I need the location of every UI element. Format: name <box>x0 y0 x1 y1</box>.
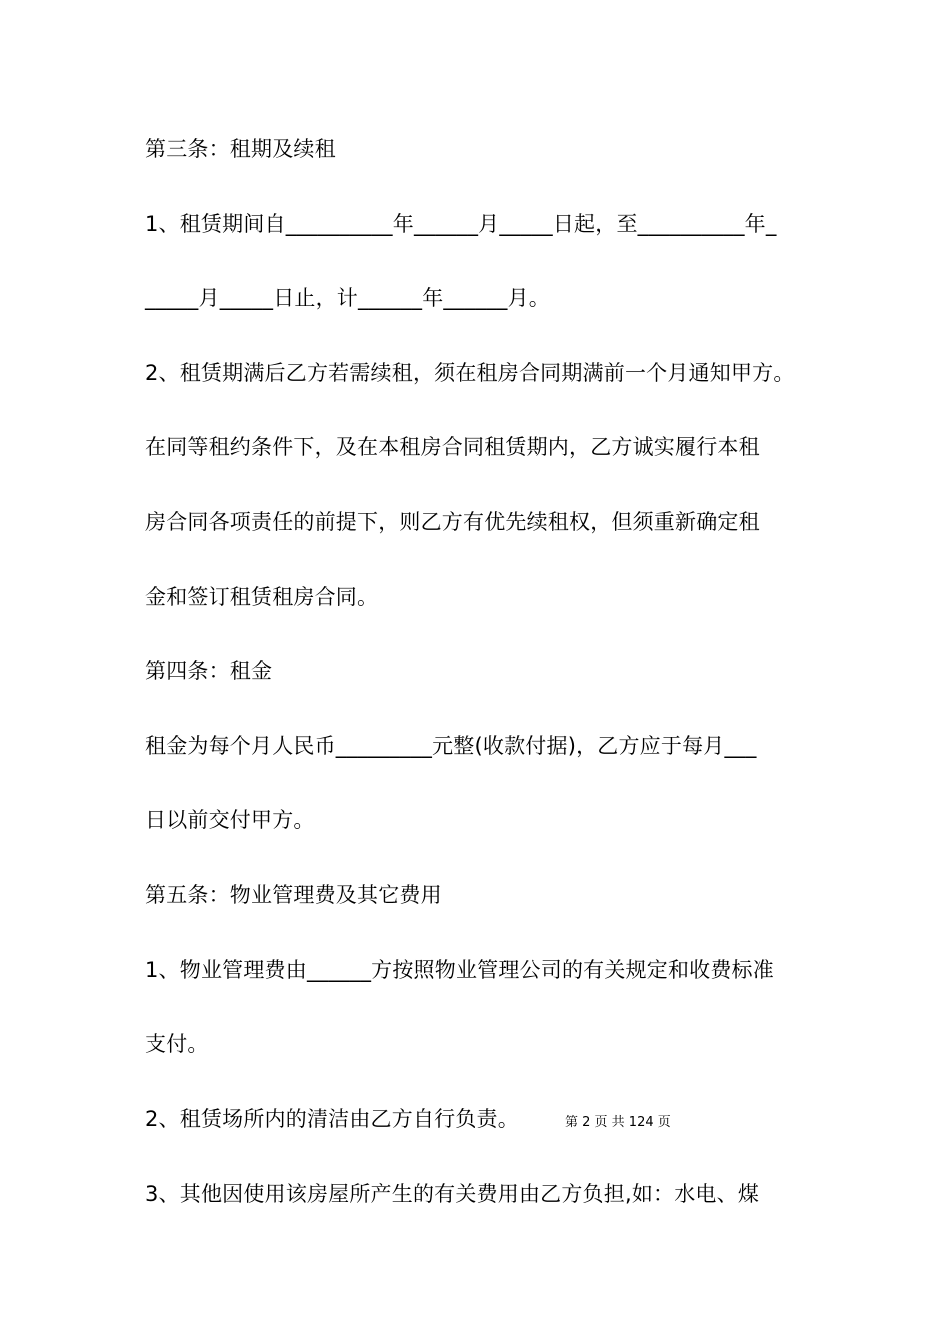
paragraph-line: 租金为每个月人民币_________元整(收款付据)，乙方应于每月___ <box>145 734 757 758</box>
paragraph-line: 2、租赁期满后乙方若需续租，须在租房合同期满前一个月通知甲方。 <box>145 361 795 385</box>
page-footer: 第 2 页 共 124 页 <box>565 1115 671 1130</box>
paragraph-line: 支付。 <box>145 1032 209 1056</box>
paragraph-line: 3、其他因使用该房屋所产生的有关费用由乙方负担,如：水电、煤 <box>145 1182 760 1206</box>
article-5-heading: 第五条：物业管理费及其它费用 <box>145 883 442 907</box>
paragraph-line: 在同等租约条件下，及在本租房合同租赁期内，乙方诚实履行本租 <box>145 435 760 459</box>
article-4-heading: 第四条：租金 <box>145 659 273 683</box>
paragraph-line: 日以前交付甲方。 <box>145 808 315 832</box>
paragraph-line: 房合同各项责任的前提下，则乙方有优先续租权，但须重新确定租 <box>145 510 760 534</box>
paragraph-line: 1、物业管理费由______方按照物业管理公司的有关规定和收费标准 <box>145 958 774 982</box>
paragraph-line: 1、租赁期间自__________年______月_____日起，至__________年_ <box>145 212 777 236</box>
paragraph-line: 2、租赁场所内的清洁由乙方自行负责。 <box>145 1107 519 1131</box>
article-3-heading: 第三条：租期及续租 <box>145 137 336 161</box>
paragraph-line: _____月_____日止，计______年______月。 <box>145 286 550 310</box>
paragraph-line: 金和签订租赁租房合同。 <box>145 585 379 609</box>
